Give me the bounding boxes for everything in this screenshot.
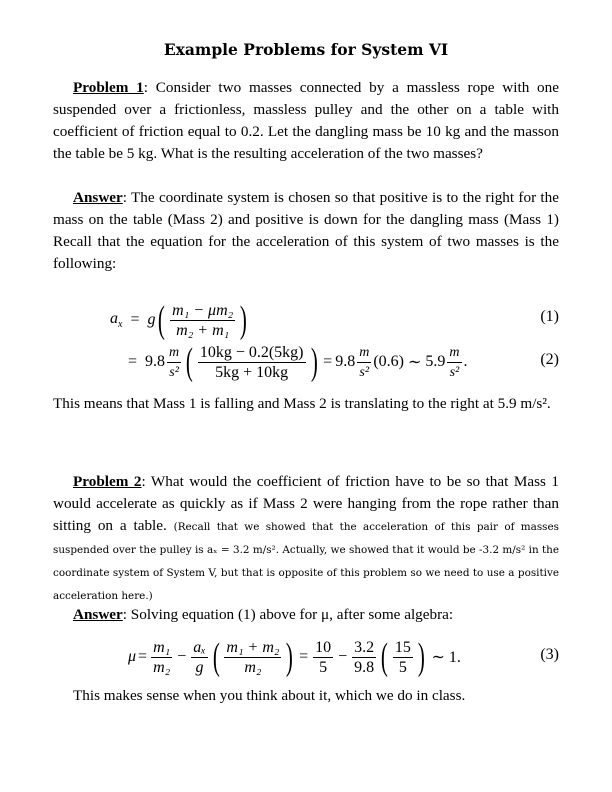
eq2-coef: 9.8 bbox=[145, 353, 166, 370]
problem-1-paragraph bbox=[53, 77, 559, 165]
eq2-equals: = bbox=[128, 353, 138, 370]
result-1-paragraph: This means that Mass 1 is falling and Mass 2 is translating to the right at 5.9 m/s². bbox=[53, 395, 551, 412]
eq1-lhs: $a_x$ bbox=[110, 309, 123, 331]
equation-3: μ = $\frac{\text{m₁}}{\text{m₂}}$ − $\frac{\text{aₓ}}{g}$ ( $\frac{\text{m₁ + m₂}}{\text{m₂}}$ ) = $\frac{10}{5}$ − $\frac{3.2}{9.8}$ ( $\frac{15}{5}$ ) ∼ 1. bbox=[128, 636, 461, 678]
eq3-fraction-3: $\frac{\text{m₁ + m₂}}{\text{m₂}}$ bbox=[226, 638, 280, 676]
answer-1-paragraph bbox=[53, 187, 559, 275]
eq3-mu: μ bbox=[128, 648, 137, 665]
problem-2-note: (Recall that we showed that the acceleration of this pair of masses suspended over the pulley is aₓ = 3.2 m/s². Actually, we showed that it would be -3.2 m/s² in the coordinate system of System V, but that is opposite of this problem so we need to use a positive acceleration here.) bbox=[53, 521, 559, 602]
equation-2: = 9.8 $\frac{m}{\text{s²}}$ ( $\frac{10kg - 0.2(5kg)}{5kg + 10kg}$ ) = 9.8 $\frac{m}{\text{s²}}$ (0.6) ∼ 5.9 $\frac{m}{\text{s²}}$ . bbox=[128, 341, 468, 383]
eq2-right-paren: ) bbox=[310, 341, 318, 383]
answer-1-text: : The coordinate system is chosen so that positive is to the right for the mass on the table (Mass 2) and positive is down for the dangling mass (Mass 1) Recall that the equation for the acceleration of this system of two masses is the following: bbox=[53, 189, 559, 272]
eq1-fraction bbox=[170, 301, 235, 340]
closing-paragraph bbox=[53, 685, 559, 707]
eq3-approx: ∼ 1. bbox=[431, 649, 461, 666]
eq2-unit-fraction: $\frac{m}{\text{s²}}$ bbox=[169, 344, 180, 380]
equation-1 bbox=[110, 298, 250, 342]
eq3-left-paren-2: ( bbox=[381, 636, 388, 678]
eq2-fraction bbox=[198, 343, 306, 382]
answer-2-paragraph bbox=[53, 604, 559, 626]
problem-1-text: : Consider two masses connected by a massless rope with one suspended over a frictionless, massless pulley and the other on a table with coefficient of friction equal to 0.2. Let the dangling mass be 10 kg and the masson the table be 5 kg. What is the resulting acceleration of the two masses? bbox=[53, 79, 559, 162]
equation-3-number: (3) bbox=[540, 646, 559, 663]
problem-1-label: Problem 1 bbox=[73, 79, 144, 96]
eq3-fraction-5: $\frac{3.2}{9.8}$ bbox=[354, 638, 375, 676]
eq2-result: 5.9 bbox=[425, 353, 446, 370]
eq2-numerator: 10kg − 0.2(5kg) bbox=[199, 343, 304, 361]
equation-1-number: (1) bbox=[540, 308, 559, 325]
answer-2-label: Answer bbox=[73, 606, 123, 623]
eq3-fraction-2: $\frac{\text{aₓ}}{g}$ bbox=[193, 638, 206, 676]
eq2-equals-2: = bbox=[323, 353, 333, 370]
eq1-right-paren: ) bbox=[240, 299, 248, 341]
eq3-left-paren: ( bbox=[212, 636, 220, 678]
eq3-right-paren-2: ) bbox=[417, 636, 425, 678]
eq2-unit-fraction-3: $\frac{m}{\text{s²}}$ bbox=[449, 344, 460, 380]
problem-2-text: : What would the coefficient of friction have to be so that Mass 1 would accelerate as quickly as if Mass 2 were hanging from the rope rather than sitting on a table. bbox=[53, 473, 559, 534]
eq2-approx: ∼ bbox=[407, 354, 422, 371]
eq2-factor: (0.6) bbox=[373, 353, 404, 370]
page-title: Example Problems for System VI bbox=[163, 40, 449, 59]
eq1-numerator: m₁ − μm₂ bbox=[172, 301, 234, 319]
eq2-coef-2: 9.8 bbox=[335, 353, 356, 370]
problem-2-paragraph bbox=[53, 471, 559, 607]
equation-2-number: (2) bbox=[540, 351, 559, 368]
eq2-unit-fraction-2: $\frac{m}{\text{s²}}$ bbox=[359, 344, 370, 380]
closing-text: This makes sense when you think about it, which we do in class. bbox=[73, 687, 466, 704]
eq3-fraction-6: $\frac{15}{5}$ bbox=[394, 638, 411, 676]
eq3-equals: = bbox=[138, 648, 148, 665]
eq1-left-paren: ( bbox=[158, 299, 166, 341]
eq1-g: g bbox=[147, 311, 156, 328]
eq2-left-paren: ( bbox=[186, 341, 193, 383]
eq3-fraction-4: $\frac{10}{5}$ bbox=[315, 638, 332, 676]
eq3-right-paren: ) bbox=[286, 636, 294, 678]
eq1-denominator: m₂ + m₁ bbox=[176, 321, 230, 339]
answer-1-label: Answer bbox=[73, 189, 123, 206]
problem-2-label: Problem 2 bbox=[73, 473, 142, 490]
eq1-equals: = bbox=[130, 311, 140, 328]
answer-2-text: : Solving equation (1) above for μ, after some algebra: bbox=[122, 606, 454, 623]
eq2-denominator: 5kg + 10kg bbox=[215, 363, 289, 381]
eq3-fraction-1: $\frac{\text{m₁}}{\text{m₂}}$ bbox=[153, 638, 171, 676]
